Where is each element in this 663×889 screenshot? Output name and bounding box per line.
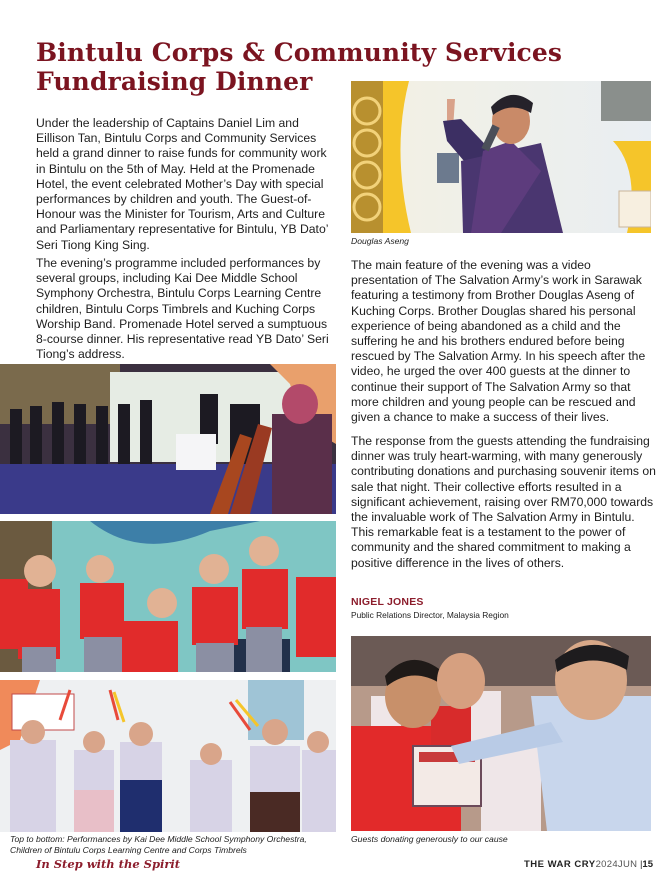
photo-timbrels xyxy=(0,680,336,832)
page-footer xyxy=(524,859,653,870)
author-name: NIGEL JONES xyxy=(351,596,424,608)
page-number: 15 xyxy=(642,859,653,870)
footer-separator: | xyxy=(637,859,643,870)
author-role: Public Relations Director, Malaysia Region xyxy=(351,610,509,620)
paragraph-response: The response from the guests attending the fundraising dinner was truly heart-warming, with many generously contributing donations and purchasing souvenir items on sale that night. Their collective efforts resulted in a significant achievement, raising over RM70,000 towards the invaluable work of The Salvation Army in Bintulu. This remarkable feat is a testament to the power of community and the shared commitment to making a positive difference in the lives of others. xyxy=(351,434,656,570)
publication-name: THE WAR CRY xyxy=(523,859,596,870)
photo-orchestra xyxy=(0,364,336,514)
photo-donation xyxy=(351,636,651,831)
paragraph-intro: Under the leadership of Captains Daniel Lim and Eillison Tan, Bintulu Corps and Community Services held a grand dinner to raise funds for community work in Bintulu on the 5th of May. Held at the Promenade Hotel, the event celebrated Mother’s Day with special performances by children and youth. The Guest-of-Honour was the Minister for Tourism, Arts and Culture and Parliamentary representative for Bintulu, YB Dato’ Seri Tiong King Sing. xyxy=(36,116,328,252)
photo-children xyxy=(0,521,336,672)
paragraph-programme: The evening’s programme included performances by several groups, including Kai Dee Middle School Symphony Orchestra, Bintulu Corps Learning Centre children, Bintulu Corps Timbrels and Kuching Corps Worship Band. Promenade Hotel served a sumptuous 8-course dinner. His representative read YB Dato’ Seri Tiong’s address. xyxy=(36,256,329,362)
section-name: In Step with the Spirit xyxy=(36,857,181,871)
caption-speaker: Douglas Aseng xyxy=(351,236,409,246)
photo-douglas-aseng xyxy=(351,81,651,233)
article-title: Bintulu Corps & Community Services Fundraising Dinner xyxy=(36,38,563,96)
issue-label: 2024JUN xyxy=(595,859,638,870)
paragraph-main-feature: The main feature of the evening was a video presentation of The Salvation Army’s work in Sarawak featuring a testimony from Brother Douglas Aseng of Kuching Corps. Brother Douglas shared his personal experience of being abandoned as a child and the suffering he and his brothers endured before being rescued by The Salvation Army. In his speech after the video, he urged the over 400 guests at the dinner to continue their support of The Salvation Army so that more children and young people can be rescued and given a chance to make a success of their lives. xyxy=(351,258,646,425)
caption-donation: Guests donating generously to our cause xyxy=(351,834,508,844)
caption-left-photos: Top to bottom: Performances by Kai Dee Middle School Symphony Orchestra, Children of Bintulu Corps Learning Centre and Corps Timbrels xyxy=(10,834,307,855)
